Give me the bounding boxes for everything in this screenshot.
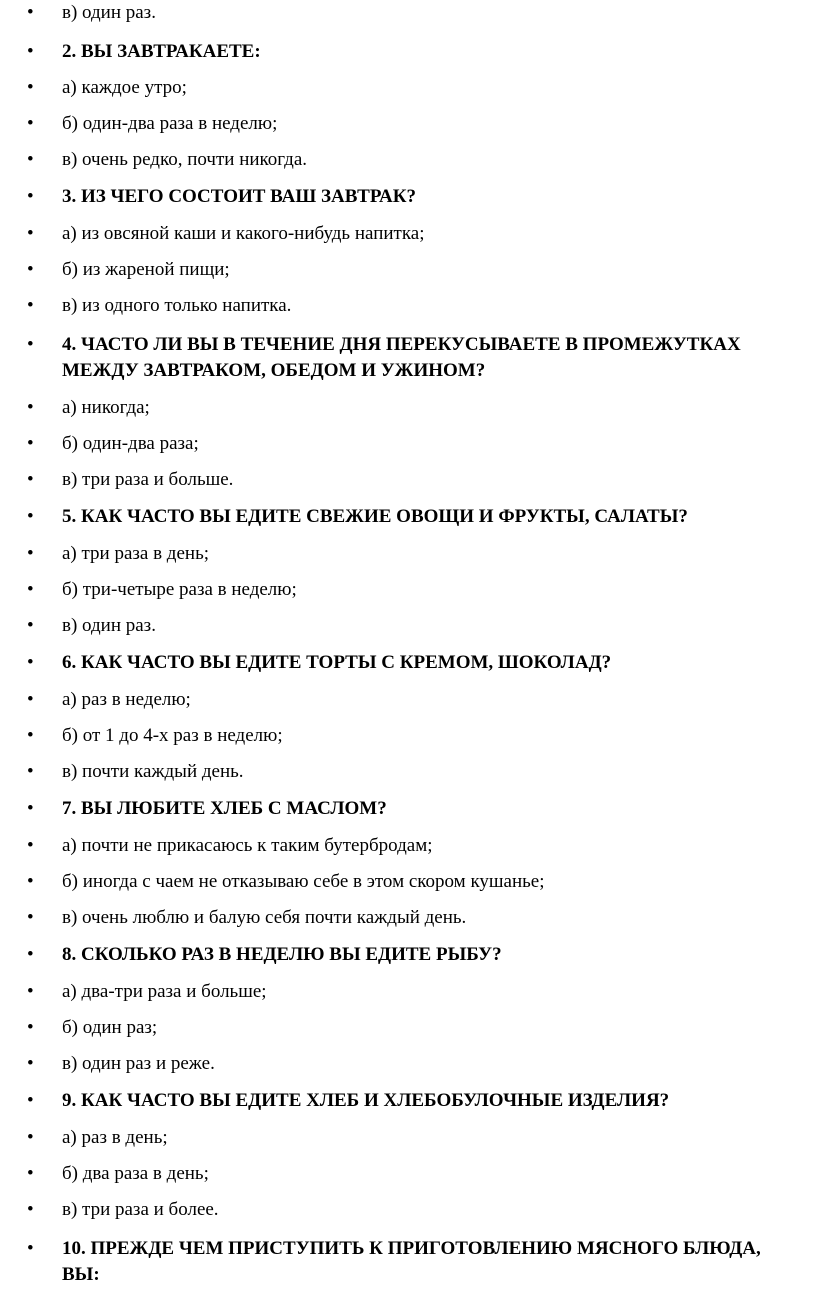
answer-option: в) один раз.: [62, 615, 156, 636]
bullet-icon: •: [27, 1163, 34, 1184]
bullet-icon: •: [27, 871, 34, 892]
bullet-icon: •: [27, 543, 34, 564]
answer-option: б) три-четыре раза в неделю;: [62, 579, 297, 600]
bullet-icon: •: [27, 944, 34, 965]
bullet-icon: •: [27, 334, 34, 355]
question-heading: 9. КАК ЧАСТО ВЫ ЕДИТЕ ХЛЕБ И ХЛЕБОБУЛОЧНЫЕ ИЗДЕЛИЯ?: [62, 1090, 670, 1111]
bullet-icon: •: [27, 1127, 34, 1148]
bullet-icon: •: [27, 652, 34, 673]
bullet-icon: •: [27, 506, 34, 527]
answer-option: в) три раза и больше.: [62, 469, 234, 490]
answer-option: в) три раза и более.: [62, 1199, 219, 1220]
bullet-icon: •: [27, 1199, 34, 1220]
question-heading: 5. КАК ЧАСТО ВЫ ЕДИТЕ СВЕЖИЕ ОВОЩИ И ФРУКТЫ, САЛАТЫ?: [62, 506, 688, 527]
bullet-icon: •: [27, 835, 34, 856]
bullet-icon: •: [27, 2, 34, 23]
answer-option: а) три раза в день;: [62, 543, 210, 564]
question-heading: 6. КАК ЧАСТО ВЫ ЕДИТЕ ТОРТЫ С КРЕМОМ, ШОКОЛАД?: [62, 652, 612, 673]
answer-option: б) иногда с чаем не отказываю себе в этом скором кушанье;: [62, 871, 545, 892]
bullet-icon: •: [27, 397, 34, 418]
bullet-icon: •: [27, 469, 34, 490]
answer-option: в) один раз и реже.: [62, 1053, 215, 1074]
bullet-icon: •: [27, 689, 34, 710]
bullet-icon: •: [27, 149, 34, 170]
question-heading: 8. СКОЛЬКО РАЗ В НЕДЕЛЮ ВЫ ЕДИТЕ РЫБУ?: [62, 944, 502, 965]
bullet-icon: •: [27, 295, 34, 316]
answer-option: а) из овсяной каши и какого-нибудь напитка;: [62, 223, 425, 244]
bullet-icon: •: [27, 761, 34, 782]
bullet-icon: •: [27, 907, 34, 928]
answer-option: в) один раз.: [62, 2, 156, 23]
answer-option: б) один-два раза в неделю;: [62, 113, 278, 134]
bullet-icon: •: [27, 186, 34, 207]
bullet-icon: •: [27, 1053, 34, 1074]
bullet-icon: •: [27, 113, 34, 134]
bullet-icon: •: [27, 433, 34, 454]
bullet-icon: •: [27, 798, 34, 819]
answer-option: в) очень редко, почти никогда.: [62, 149, 307, 170]
answer-option: а) никогда;: [62, 397, 150, 418]
answer-option: а) два-три раза и больше;: [62, 981, 267, 1002]
question-heading: 4. ЧАСТО ЛИ ВЫ В ТЕЧЕНИЕ ДНЯ ПЕРЕКУСЫВАЕТЕ В ПРОМЕЖУТКАХ МЕЖДУ ЗАВТРАКОМ, ОБЕДОМ И УЖИНОМ?: [62, 334, 741, 381]
question-heading: 2. ВЫ ЗАВТРАКАЕТЕ:: [62, 41, 261, 62]
bullet-icon: •: [27, 223, 34, 244]
question-heading: 7. ВЫ ЛЮБИТЕ ХЛЕБ С МАСЛОМ?: [62, 798, 387, 819]
bullet-icon: •: [27, 77, 34, 98]
bullet-icon: •: [27, 1017, 34, 1038]
bullet-icon: •: [27, 981, 34, 1002]
answer-option: б) один раз;: [62, 1017, 158, 1038]
bullet-icon: •: [27, 579, 34, 600]
answer-option: б) от 1 до 4-х раз в неделю;: [62, 725, 283, 746]
bullet-icon: •: [27, 725, 34, 746]
answer-option: а) каждое утро;: [62, 77, 187, 98]
bullet-icon: •: [27, 1238, 34, 1259]
bullet-icon: •: [27, 41, 34, 62]
answer-option: б) один-два раза;: [62, 433, 199, 454]
answer-option: а) раз в день;: [62, 1127, 168, 1148]
question-heading: 10. ПРЕЖДЕ ЧЕМ ПРИСТУПИТЬ К ПРИГОТОВЛЕНИЮ МЯСНОГО БЛЮДА, ВЫ:: [62, 1238, 761, 1285]
answer-option: б) из жареной пищи;: [62, 259, 230, 280]
answer-option: а) раз в неделю;: [62, 689, 191, 710]
bullet-icon: •: [27, 259, 34, 280]
answer-option: в) почти каждый день.: [62, 761, 244, 782]
answer-option: б) два раза в день;: [62, 1163, 209, 1184]
bullet-icon: •: [27, 1090, 34, 1111]
answer-option: а) почти не прикасаюсь к таким бутербродам;: [62, 835, 433, 856]
question-heading: 3. ИЗ ЧЕГО СОСТОИТ ВАШ ЗАВТРАК?: [62, 186, 417, 207]
answer-option: в) из одного только напитка.: [62, 295, 292, 316]
answer-option: в) очень люблю и балую себя почти каждый день.: [62, 907, 467, 928]
bullet-icon: •: [27, 615, 34, 636]
